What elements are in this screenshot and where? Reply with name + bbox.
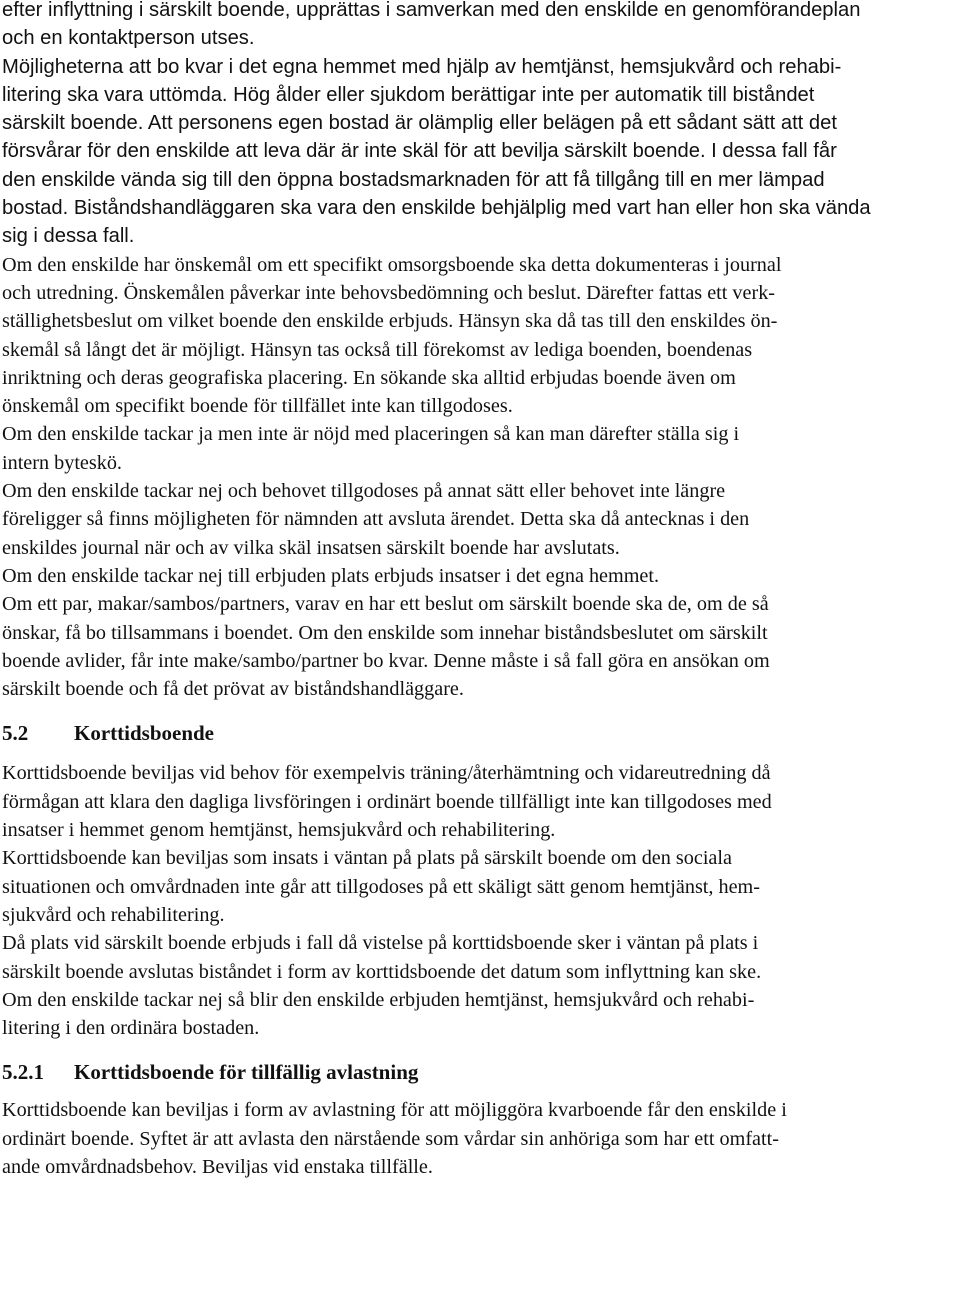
paragraph — [2, 844, 957, 929]
section-heading — [2, 719, 957, 747]
text-line: Om den enskilde tackar ja men inte är nöjd med placeringen så kan man därefter ställa sig i — [2, 423, 740, 446]
text-line: Korttidsboende beviljas vid behov för exempelvis träning/återhämtning och vidareutredning då — [2, 762, 771, 785]
text-line: den enskilde vända sig till den öppna bostadsmarknaden för att få tillgång till en mer lämpad — [2, 168, 825, 191]
text-line: Då plats vid särskilt boende erbjuds i fall då vistelse på korttidsboende sker i väntan på plats i — [2, 932, 759, 955]
text-line: intern byteskö. — [2, 451, 122, 474]
text-line: ställighetsbeslut om vilket boende den enskilde erbjuds. Hänsyn ska då tas till den enskildes ön- — [2, 310, 778, 333]
subsection-title: Korttidsboende för tillfällig avlastning — [74, 1060, 419, 1085]
text-line: litering ska vara uttömda. Hög ålder eller sjukdom berättigar inte per automatik till biståndet — [2, 83, 815, 106]
paragraph — [2, 251, 957, 421]
paragraph — [2, 477, 957, 562]
text-line: särskilt boende. Att personens egen bostad är olämplig eller belägen på ett sådant sätt att det — [2, 112, 837, 135]
paragraph — [2, 929, 957, 1042]
section-number: 5.2 — [2, 721, 29, 746]
text-line: inriktning och deras geografiska placering. En sökande ska alltid erbjudas boende även om — [2, 366, 736, 389]
text-line: skemål så långt det är möjligt. Hänsyn tas också till förekomst av lediga boenden, boendenas — [2, 338, 753, 361]
text-line: och en kontaktperson utses. — [2, 27, 255, 50]
text-line: situationen och omvårdnaden inte går att tillgodoses på ett skäligt sätt genom hemtjänst, hem- — [2, 875, 760, 898]
text-line: förmågan att klara den dagliga livsföringen i ordinärt boende tillfälligt inte kan tillgodoses med — [2, 790, 772, 813]
text-line: ande omvårdnadsbehov. Beviljas vid enstaka tillfälle. — [2, 1155, 433, 1178]
text-line: önskar, få bo tillsammans i boendet. Om den enskilde som innehar biståndsbeslutet om särskilt — [2, 621, 768, 644]
text-line: önskemål om specifikt boende för tillfället inte kan tillgodoses. — [2, 395, 513, 418]
text-line: Om den enskilde har önskemål om ett specifikt omsorgsboende ska detta dokumenteras i journal — [2, 253, 782, 276]
text-line: särskilt boende och få det prövat av biståndshandläggare. — [2, 678, 464, 701]
text-line: Korttidsboende kan beviljas i form av avlastning för att möjliggöra kvarboende får den enskilde i — [2, 1099, 787, 1122]
subsection-number: 5.2.1 — [2, 1060, 44, 1085]
text-line: sig i dessa fall. — [2, 225, 135, 248]
text-line: Om den enskilde tackar nej så blir den enskilde erbjuden hemtjänst, hemsjukvård och rehabi- — [2, 988, 755, 1011]
text-line: särskilt boende avslutas biståndet i form av korttidsboende det datum som inflyttning kan ske. — [2, 960, 762, 983]
paragraph — [2, 420, 957, 477]
text-line: sjukvård och rehabilitering. — [2, 903, 225, 926]
text-line: Om ett par, makar/sambos/partners, varav en har ett beslut om särskilt boende ska de, om de så — [2, 593, 769, 616]
text-line: Korttidsboende kan beviljas som insats i väntan på plats på särskilt boende om den sociala — [2, 847, 732, 870]
section-title: Korttidsboende — [74, 721, 215, 746]
text-line: och utredning. Önskemålen påverkar inte behovsbedömning och beslut. Därefter fattas ett verk- — [2, 281, 776, 304]
paragraph — [2, 590, 957, 703]
text-line: föreligger så finns möjligheten för nämnden att avsluta ärendet. Detta ska då antecknas i den — [2, 508, 750, 531]
text-line: bostad. Biståndshandläggaren ska vara den enskilde behjälplig med vart han eller hon ska vända — [2, 197, 871, 220]
paragraph — [2, 562, 957, 590]
text-line: enskildes journal när och av vilka skäl insatsen särskilt boende har avslutats. — [2, 536, 620, 559]
text-line: Om den enskilde tackar nej till erbjuden plats erbjuds insatser i det egna hemmet. — [2, 564, 660, 587]
text-line: Om den enskilde tackar nej och behovet tillgodoses på annat sätt eller behovet inte längre — [2, 480, 726, 503]
text-line: Möjligheterna att bo kvar i det egna hemmet med hjälp av hemtjänst, hemsjukvård och rehabi- — [2, 55, 842, 78]
text-line: efter inflyttning i särskilt boende, upprättas i samverkan med den enskilde en genomförandeplan — [2, 0, 861, 21]
subsection-heading — [2, 1058, 957, 1086]
paragraph — [2, 53, 957, 251]
text-line: försvårar för den enskilde att leva där är inte skäl för att bevilja särskilt boende. I dessa fall får — [2, 140, 837, 163]
text-line: insatser i hemmet genom hemtjänst, hemsjukvård och rehabilitering. — [2, 819, 556, 842]
paragraph — [2, 0, 957, 53]
text-line: ordinärt boende. Syftet är att avlasta den närstående som vårdar sin anhöriga som har ett omfatt- — [2, 1127, 779, 1150]
text-line: boende avlider, får inte make/sambo/partner bo kvar. Denne måste i så fall göra en ansökan om — [2, 649, 770, 672]
document-page — [2, 0, 957, 1181]
paragraph — [2, 1096, 957, 1181]
text-line: litering i den ordinära bostaden. — [2, 1017, 260, 1040]
paragraph — [2, 759, 957, 844]
